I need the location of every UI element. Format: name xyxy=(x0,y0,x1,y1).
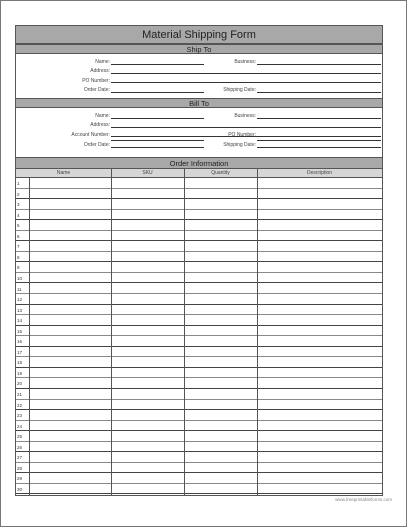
row-number: 15 xyxy=(17,328,23,334)
row-number: 6 xyxy=(17,233,20,239)
bill-to-account-number-label: Account Number: xyxy=(71,132,110,138)
table-row[interactable] xyxy=(16,241,382,252)
bill-to-account-number-field[interactable] xyxy=(111,140,204,141)
row-number: 5 xyxy=(17,223,20,229)
row-number: 12 xyxy=(17,297,23,303)
table-row[interactable] xyxy=(16,294,382,305)
row-number: 18 xyxy=(17,360,23,366)
bill-to-heading: Bill To xyxy=(16,98,382,108)
footer-url: www.freeprintableforms.com xyxy=(335,497,392,502)
row-number: 8 xyxy=(17,254,20,260)
bill-to-po-number-field[interactable] xyxy=(257,140,381,141)
ship-to-heading: Ship To xyxy=(16,44,382,54)
row-number: 4 xyxy=(17,212,20,218)
bill-to-shipping-date-label: Shipping Date: xyxy=(223,142,256,148)
row-number: 24 xyxy=(17,423,23,429)
ship-to-business-field[interactable] xyxy=(257,64,381,65)
ship-to-shipping-date-label: Shipping Date: xyxy=(223,87,256,93)
row-number: 19 xyxy=(17,370,23,376)
table-row[interactable] xyxy=(16,220,382,231)
column-divider-sku xyxy=(111,169,112,495)
table-row[interactable] xyxy=(16,421,382,432)
order-information-heading: Order Information xyxy=(16,157,382,169)
row-number: 22 xyxy=(17,402,23,408)
bill-to-business-label: Business: xyxy=(234,113,256,119)
table-row[interactable] xyxy=(16,305,382,316)
row-number: 2 xyxy=(17,191,20,197)
table-row[interactable] xyxy=(16,347,382,358)
ship-to-address-label: Address: xyxy=(90,68,110,74)
table-row[interactable] xyxy=(16,431,382,442)
ship-to-name-field[interactable] xyxy=(111,64,204,65)
table-row[interactable] xyxy=(16,484,382,495)
column-header-quantity: Quantity xyxy=(211,170,230,176)
row-number: 17 xyxy=(17,349,23,355)
row-number: 13 xyxy=(17,307,23,313)
row-number: 27 xyxy=(17,455,23,461)
ship-to-order-date-field[interactable] xyxy=(111,92,204,93)
row-number: 1 xyxy=(17,181,20,186)
ship-to-business-label: Business: xyxy=(234,59,256,65)
row-number: 3 xyxy=(17,202,20,208)
column-divider-quantity xyxy=(184,169,185,495)
bill-to-name-field[interactable] xyxy=(111,118,204,119)
table-row[interactable] xyxy=(16,389,382,400)
material-shipping-form xyxy=(15,25,383,496)
table-row[interactable] xyxy=(16,336,382,347)
bill-to-po-number-label: PO Number: xyxy=(228,132,256,138)
row-number: 30 xyxy=(17,486,23,492)
table-row[interactable] xyxy=(16,463,382,474)
table-row[interactable] xyxy=(16,315,382,326)
bill-to-address-label: Address: xyxy=(90,122,110,128)
ship-to-address-field[interactable] xyxy=(111,73,381,74)
ship-to-address-field-2[interactable] xyxy=(111,82,381,83)
row-number: 20 xyxy=(17,381,23,387)
table-row[interactable] xyxy=(16,400,382,411)
row-number: 29 xyxy=(17,476,23,482)
bill-to-order-date-label: Order Date: xyxy=(83,142,110,148)
table-row[interactable] xyxy=(16,199,382,210)
row-number: 9 xyxy=(17,265,20,271)
table-row[interactable] xyxy=(16,178,382,189)
bill-to-order-date-field[interactable] xyxy=(111,147,204,148)
table-row[interactable] xyxy=(16,368,382,379)
table-row[interactable] xyxy=(16,473,382,484)
row-number: 7 xyxy=(17,244,20,250)
table-row[interactable] xyxy=(16,452,382,463)
table-row[interactable] xyxy=(16,326,382,337)
row-number: 11 xyxy=(17,286,22,292)
form-title: Material Shipping Form xyxy=(16,26,382,44)
table-row[interactable] xyxy=(16,378,382,389)
ship-to-name-label: Name: xyxy=(95,59,110,65)
bill-to-address-field[interactable] xyxy=(111,127,381,128)
column-header-description: Description xyxy=(306,170,332,176)
ship-to-po-number-label: PO Number: xyxy=(82,78,110,84)
row-number: 28 xyxy=(17,465,23,471)
column-divider-description xyxy=(257,169,258,495)
row-number: 10 xyxy=(17,275,23,281)
table-row[interactable] xyxy=(16,262,382,273)
bill-to-business-field[interactable] xyxy=(257,118,381,119)
table-row[interactable] xyxy=(16,189,382,200)
table-row[interactable] xyxy=(16,357,382,368)
table-row[interactable] xyxy=(16,442,382,453)
row-number-divider xyxy=(29,178,30,495)
table-row[interactable] xyxy=(16,284,382,295)
table-row[interactable] xyxy=(16,273,382,284)
ship-to-order-date-label: Order Date: xyxy=(83,87,110,93)
ship-to-shipping-date-field[interactable] xyxy=(257,92,381,93)
column-header-sku: SKU xyxy=(142,170,153,176)
table-row[interactable] xyxy=(16,252,382,263)
row-number: 23 xyxy=(17,413,23,419)
row-number: 26 xyxy=(17,444,23,450)
table-row[interactable] xyxy=(16,210,382,221)
row-number: 25 xyxy=(17,434,23,440)
table-row[interactable] xyxy=(16,410,382,421)
row-number: 14 xyxy=(17,318,23,324)
order-table-header xyxy=(16,169,382,178)
row-number: 21 xyxy=(17,392,23,397)
bill-to-name-label: Name: xyxy=(95,113,110,119)
table-row[interactable] xyxy=(16,231,382,242)
column-header-name: Name xyxy=(56,170,71,176)
bill-to-shipping-date-field[interactable] xyxy=(257,147,381,148)
row-number: 16 xyxy=(17,339,23,345)
